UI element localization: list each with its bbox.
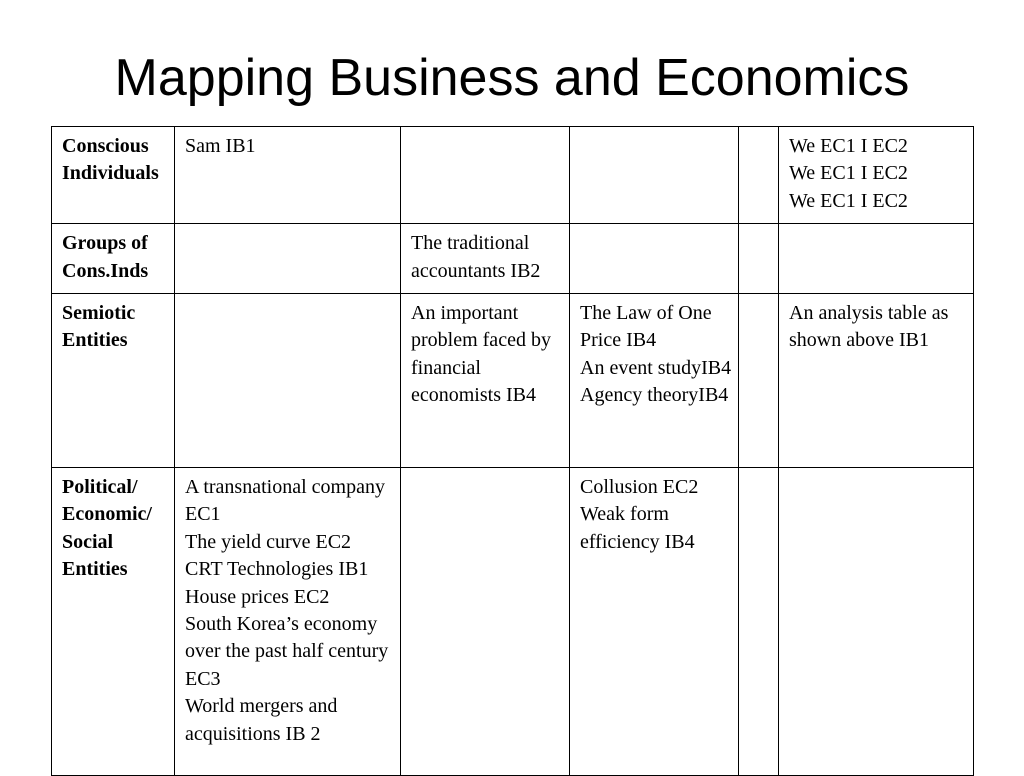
- row-header-text: Groups of Cons.Inds: [62, 232, 149, 282]
- cell-line: South Korea’s economy over the past half century EC3: [185, 613, 389, 690]
- table-cell: [779, 127, 974, 224]
- cell-line: We EC1 I EC2: [789, 189, 908, 212]
- cell-line: We EC1 I EC2: [789, 135, 908, 157]
- row-header: [52, 224, 175, 294]
- cell-line: An important problem faced by financial economists IB4: [411, 302, 551, 407]
- row-header-text: Political/ Economic/ Social Entities: [62, 476, 152, 581]
- cell-line: Sam IB1: [185, 135, 256, 157]
- table-cell: [175, 127, 401, 224]
- table-cell: [401, 468, 570, 776]
- row-header: [52, 294, 175, 468]
- table-row: [52, 468, 974, 776]
- table-cell: [570, 468, 739, 776]
- table-cell: [570, 294, 739, 468]
- mapping-table: [51, 126, 974, 776]
- cell-line: Agency theoryIB4: [580, 384, 729, 407]
- table-cell: [779, 224, 974, 294]
- table-cell: [175, 294, 401, 468]
- row-header: [52, 468, 175, 776]
- table-cell: [570, 224, 739, 294]
- cell-line: The Law of One Price IB4: [580, 302, 712, 352]
- cell-line: Collusion EC2: [580, 476, 699, 499]
- cell-line: A transnational company EC1: [185, 476, 385, 526]
- table-cell: [739, 224, 779, 294]
- row-header: [52, 127, 175, 224]
- cell-line: Weak form efficiency IB4: [580, 503, 695, 553]
- table-cell: [175, 468, 401, 776]
- table-cell: [401, 294, 570, 468]
- cell-line: We EC1 I EC2: [789, 162, 908, 185]
- slide-title: Mapping Business and Economics: [114, 49, 910, 107]
- table-cell: [739, 127, 779, 224]
- table-cell: [401, 224, 570, 294]
- cell-line: The yield curve EC2: [185, 530, 352, 553]
- cell-line: The traditional accountants IB2: [411, 232, 541, 282]
- table-cell: [739, 468, 779, 776]
- table-row: [52, 294, 974, 468]
- cell-line: House prices EC2: [185, 585, 330, 608]
- table-cell: [779, 468, 974, 776]
- table-cell: [779, 294, 974, 468]
- cell-line: World mergers and acquisitions IB 2: [185, 695, 338, 745]
- cell-line: An analysis table as shown above IB1: [789, 302, 949, 352]
- table-cell: [739, 294, 779, 468]
- table-row: [52, 127, 974, 224]
- row-header-text: Conscious Individuals: [62, 135, 159, 185]
- cell-line: An event studyIB4: [580, 356, 732, 379]
- row-header-text: Semiotic Entities: [62, 302, 136, 352]
- table-cell: [175, 224, 401, 294]
- table-row: [52, 224, 974, 294]
- cell-line: CRT Technologies IB1: [185, 558, 369, 581]
- table-cell: [401, 127, 570, 224]
- table-cell: [570, 127, 739, 224]
